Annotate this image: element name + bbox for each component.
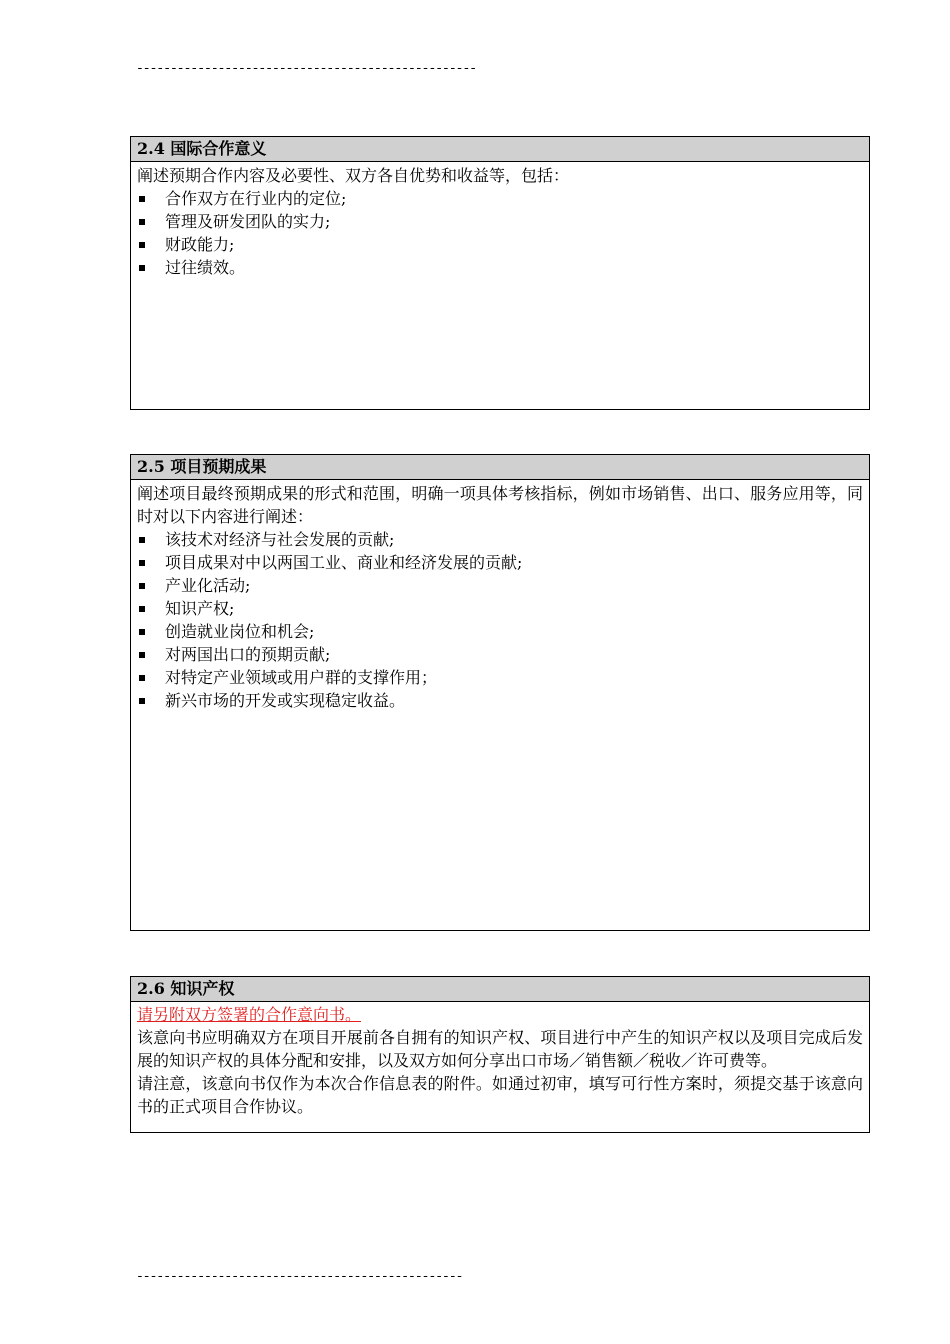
section-body <box>131 1002 869 1122</box>
section-heading: 2.6 知识产权 <box>131 977 869 1002</box>
section-paragraph: 请注意，该意向书仅作为本次合作信息表的附件。如通过初审，填写可行性方案时，须提交基于该意向书的正式项目合作协议。 <box>137 1074 863 1116</box>
section-body <box>131 480 869 716</box>
section-intellectual-property <box>130 976 870 1133</box>
list-item: 过往绩效。 <box>137 256 863 279</box>
list-item: 项目成果对中以两国工业、商业和经济发展的贡献; <box>137 551 863 574</box>
agreement-link[interactable]: 请另附双方签署的合作意向书。 <box>137 1005 362 1024</box>
list-item: 对两国出口的预期贡献; <box>137 643 863 666</box>
section-paragraph: 该意向书应明确双方在项目开展前各自拥有的知识产权、项目进行中产生的知识产权以及项目完成后发展的知识产权的具体分配和安排，以及双方如何分享出口市场／销售额／税收／许可费等。 <box>137 1028 863 1070</box>
bullet-list <box>137 528 863 712</box>
section-heading: 2.5 项目预期成果 <box>131 455 869 480</box>
list-item: 管理及研发团队的实力; <box>137 210 863 233</box>
bullet-list <box>137 187 863 279</box>
section-expected-results <box>130 454 870 931</box>
list-item: 对特定产业领域或用户群的支撑作用； <box>137 666 863 689</box>
list-item: 新兴市场的开发或实现稳定收益。 <box>137 689 863 712</box>
section-body <box>131 162 869 283</box>
list-item: 知识产权; <box>137 597 863 620</box>
list-item: 产业化活动; <box>137 574 863 597</box>
list-item: 创造就业岗位和机会; <box>137 620 863 643</box>
section-intro: 阐述预期合作内容及必要性、双方各自优势和收益等，包括： <box>137 166 570 185</box>
section-intro: 阐述项目最终预期成果的形式和范围，明确一项具体考核指标，例如市场销售、出口、服务应用等，同时对以下内容进行阐述： <box>137 484 863 526</box>
section-heading: 2.4 国际合作意义 <box>131 137 869 162</box>
list-item: 合作双方在行业内的定位; <box>137 187 863 210</box>
list-item: 该技术对经济与社会发展的贡献; <box>137 528 863 551</box>
list-item: 财政能力; <box>137 233 863 256</box>
section-international-cooperation <box>130 136 870 410</box>
header-rule: -------------------------------------------------- <box>136 61 477 76</box>
footer-rule: ------------------------------------------------ <box>136 1269 463 1284</box>
